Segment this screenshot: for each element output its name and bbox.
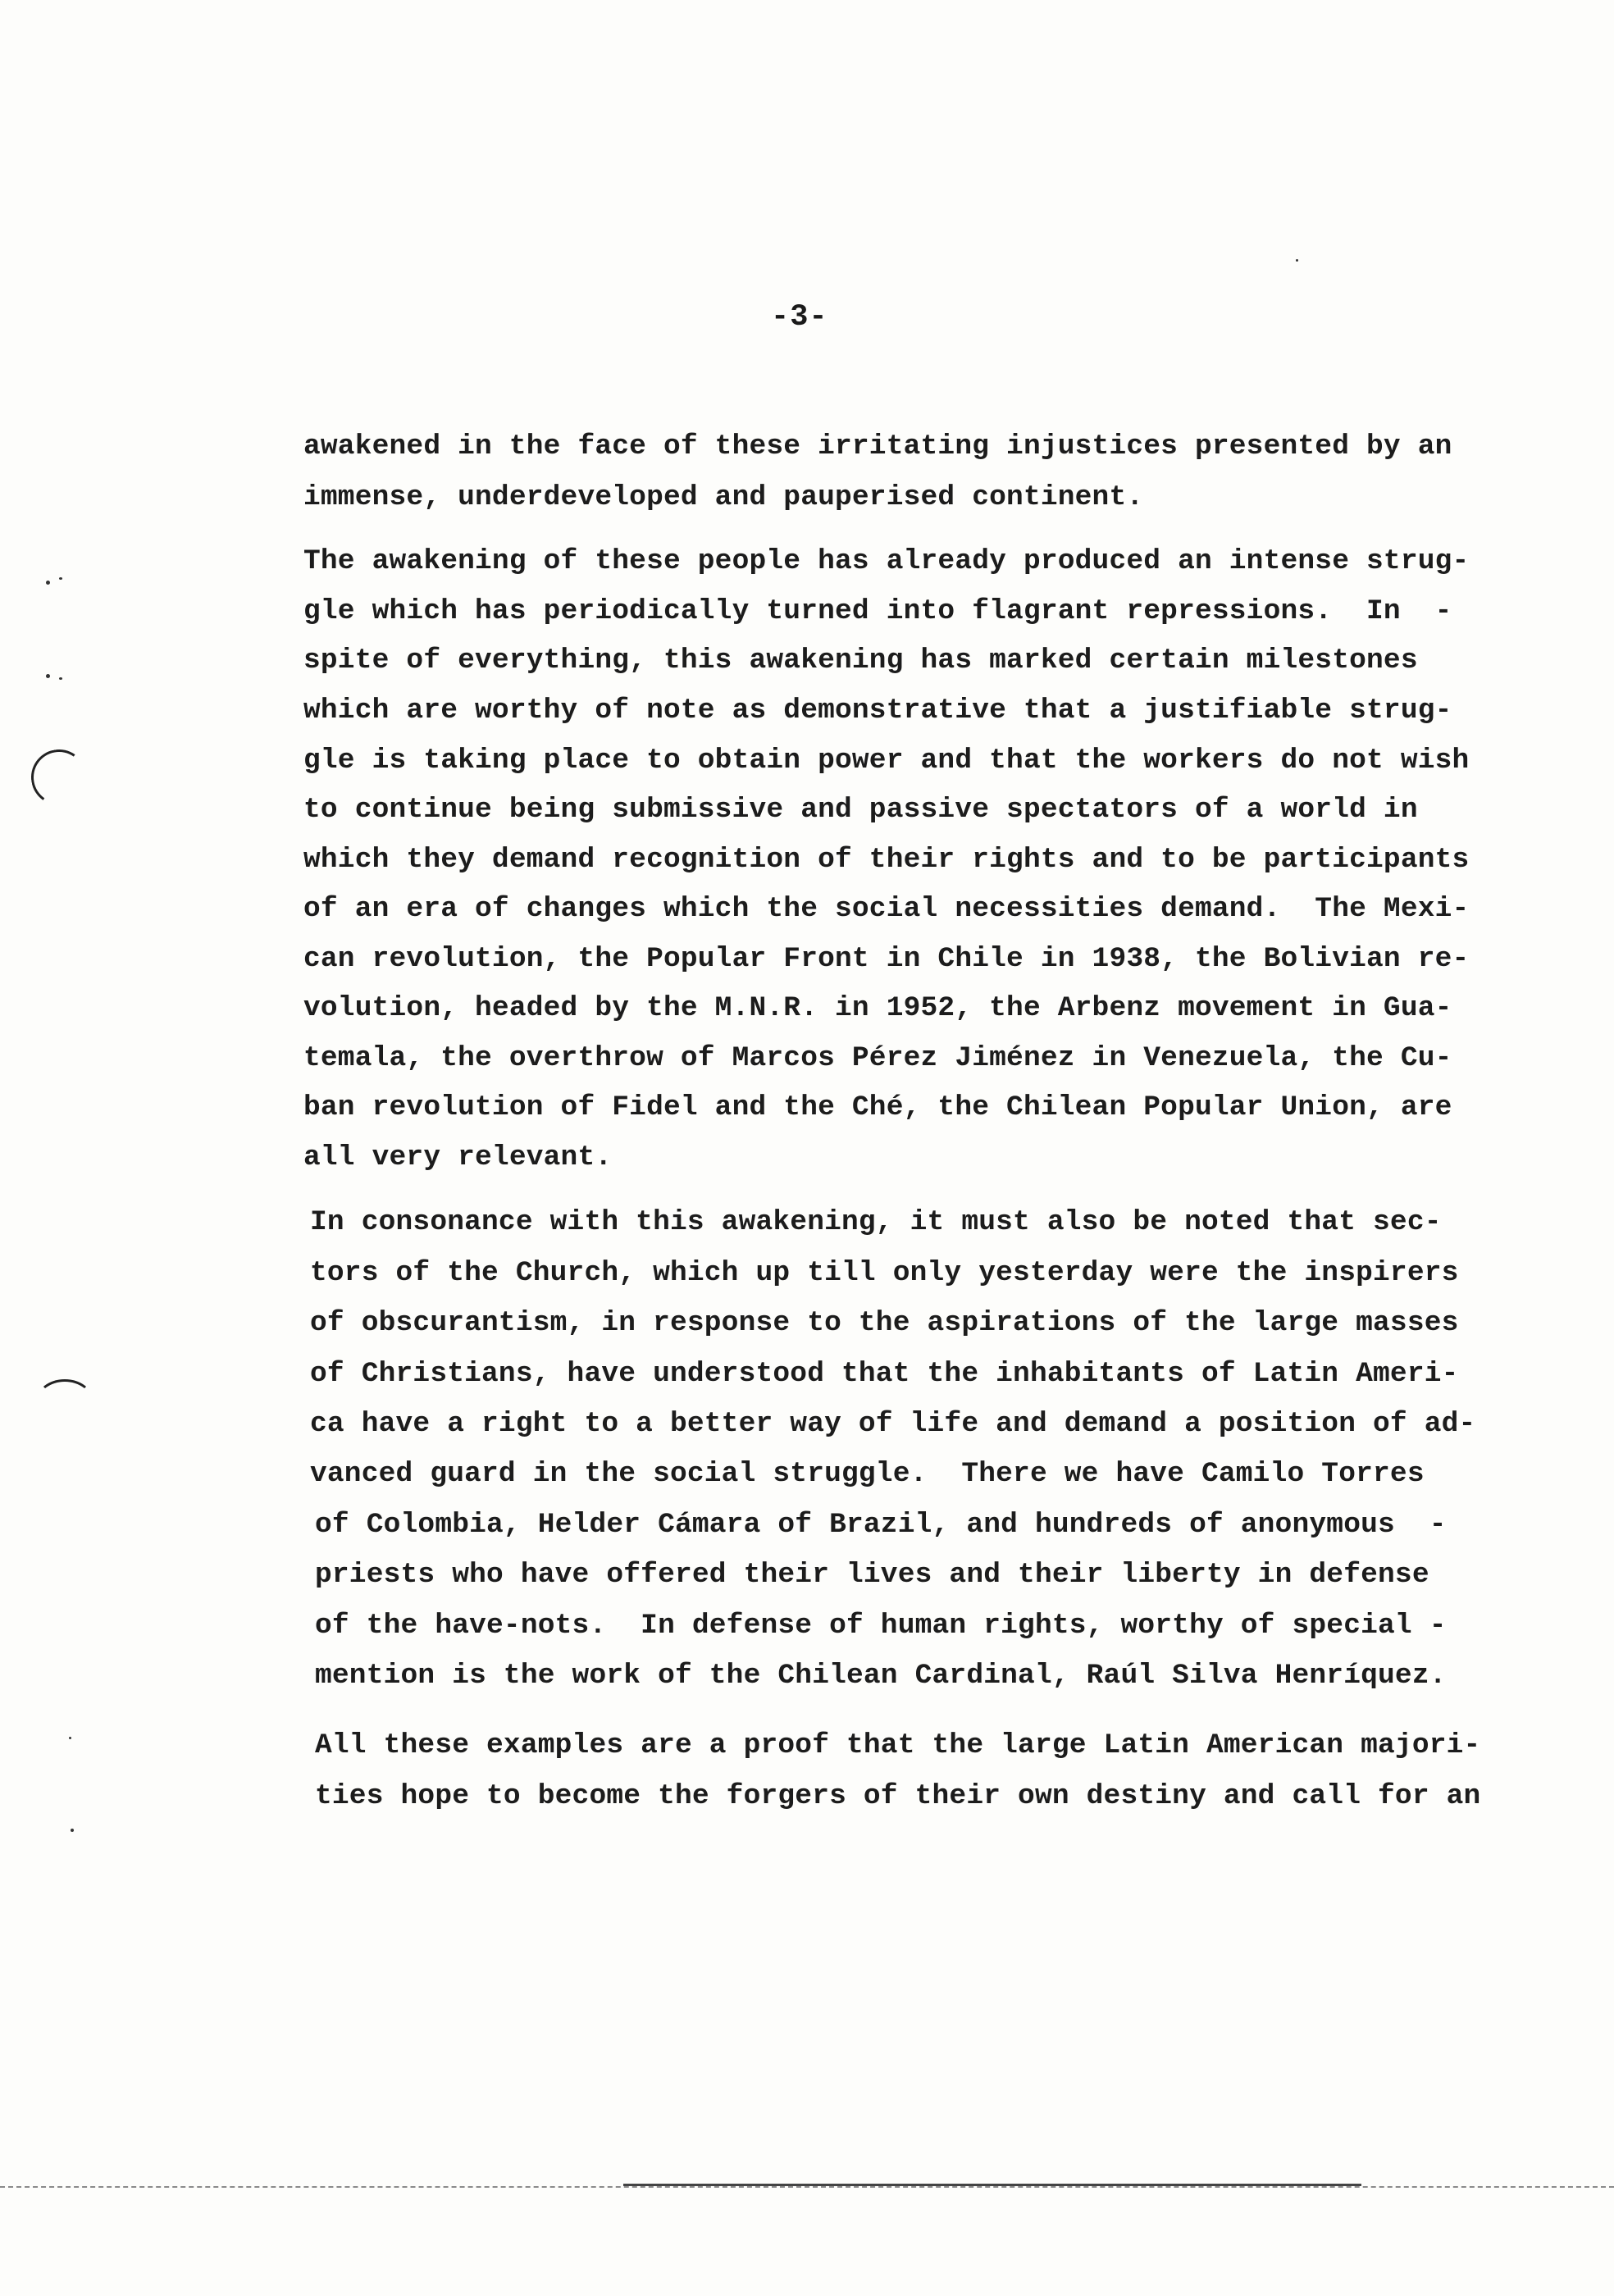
page-number: -3- (771, 300, 828, 335)
text-line: In consonance with this awakening, it must also be noted that sec- (310, 1206, 1442, 1238)
text-line: which are worthy of note as demonstrative that a justifiable strug- (303, 695, 1452, 727)
page-bottom-rule (0, 2186, 1614, 2188)
text-line: All these examples are a proof that the large Latin American majori- (315, 1729, 1481, 1761)
text-line: ties hope to become the forgers of their own destiny and call for an (315, 1780, 1481, 1812)
text-line: The awakening of these people has already produced an intense strug- (303, 545, 1470, 577)
text-line: awakened in the face of these irritating injustices presented by an (303, 430, 1452, 462)
text-line: of obscurantism, in response to the aspirations of the large masses (310, 1307, 1459, 1339)
margin-dot (59, 577, 62, 580)
punch-hole-arc (27, 745, 92, 810)
text-line: can revolution, the Popular Front in Chile in 1938, the Bolivian re- (303, 943, 1470, 975)
text-line: vanced guard in the social struggle. There we have Camilo Torres (310, 1458, 1425, 1490)
margin-dot (59, 677, 62, 680)
text-line: to continue being submissive and passive spectators of a world in (303, 794, 1418, 826)
text-line: tors of the Church, which up till only yesterday were the inspirers (310, 1257, 1459, 1289)
punch-hole-arc (36, 1379, 93, 1424)
text-line: which they demand recognition of their rights and to be participants (303, 844, 1470, 876)
text-line: of the have-nots. In defense of human rights, worthy of special - (315, 1610, 1447, 1642)
text-line: of an era of changes which the social necessities demand. The Mexi- (303, 893, 1470, 925)
text-line: spite of everything, this awakening has marked certain milestones (303, 645, 1418, 676)
text-line: volution, headed by the M.N.R. in 1952, the Arbenz movement in Gua- (303, 992, 1452, 1024)
text-line: ca have a right to a better way of life and demand a position of ad- (310, 1408, 1476, 1440)
text-line: ban revolution of Fidel and the Ché, the Chilean Popular Union, are (303, 1091, 1452, 1123)
text-line: mention is the work of the Chilean Cardinal, Raúl Silva Henríquez. (315, 1660, 1447, 1692)
margin-dot (46, 674, 50, 678)
margin-dot (71, 1829, 74, 1832)
text-line: of Christians, have understood that the inhabitants of Latin Ameri- (310, 1358, 1459, 1390)
margin-dot (46, 581, 50, 585)
margin-dot (1296, 259, 1298, 262)
text-line: gle is taking place to obtain power and that the workers do not wish (303, 745, 1470, 777)
text-line: of Colombia, Helder Cámara of Brazil, and hundreds of anonymous - (315, 1509, 1447, 1541)
page-bottom-rule (623, 2184, 1361, 2186)
text-line: all very relevant. (303, 1141, 613, 1173)
text-line: temala, the overthrow of Marcos Pérez Jiménez in Venezuela, the Cu- (303, 1042, 1452, 1074)
margin-dot (69, 1737, 71, 1739)
text-line: priests who have offered their lives and their liberty in defense (315, 1559, 1429, 1591)
text-line: gle which has periodically turned into flagrant repressions. In - (303, 595, 1452, 627)
text-line: immense, underdeveloped and pauperised continent. (303, 481, 1144, 513)
